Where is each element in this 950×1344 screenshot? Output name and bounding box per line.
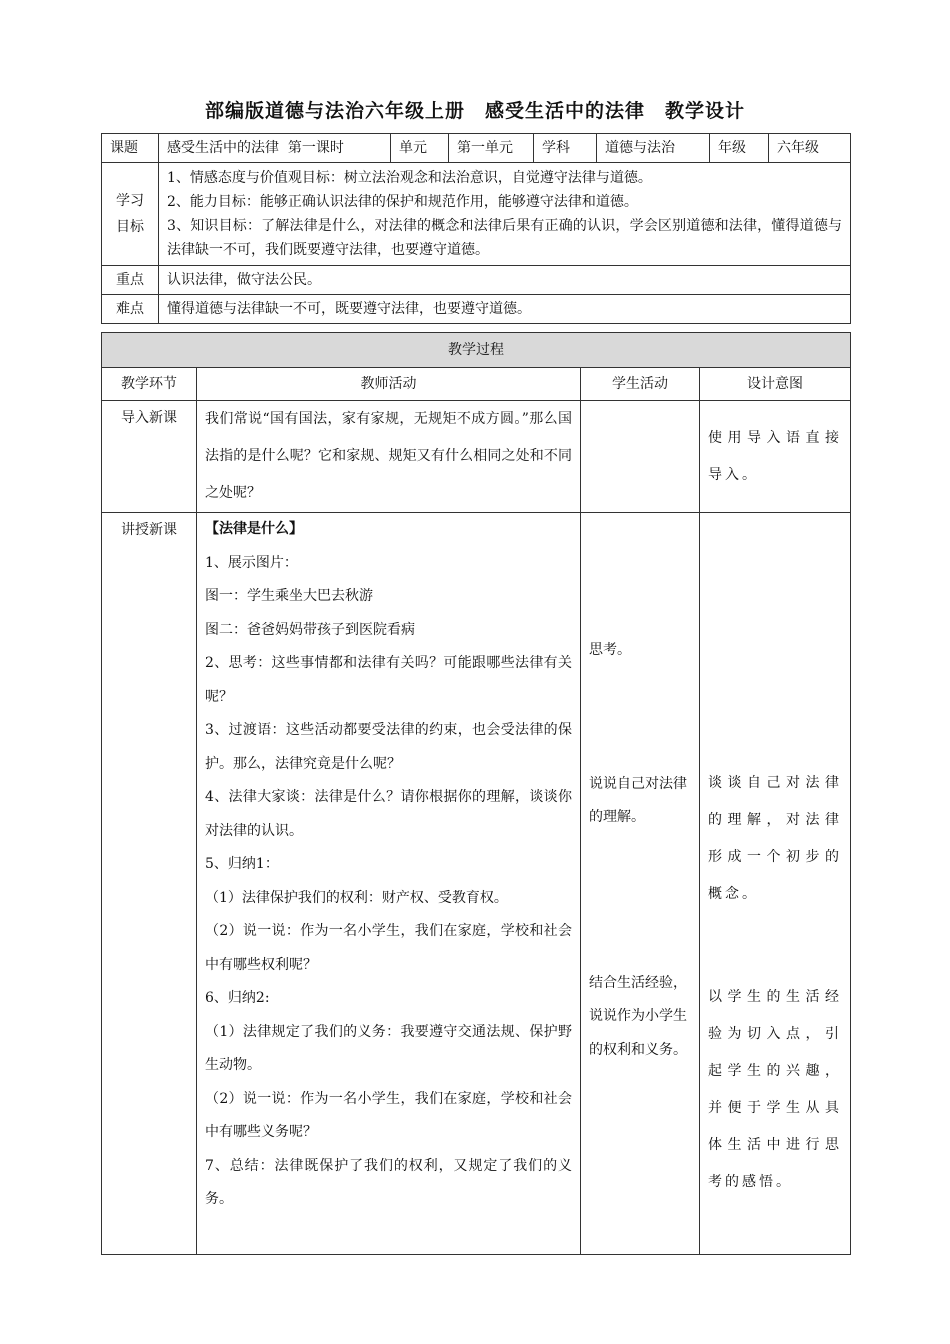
teaching-process-table [101,332,851,1255]
process-banner: 教学过程 [102,333,851,368]
header-teacher: 教师活动 [197,368,581,401]
header-student: 学生活动 [581,368,700,401]
teacher-line: 图一：学生乘坐大巴去秋游 [205,588,373,604]
intent-item: 以学生的生活经验为切入点，引起学生的兴趣，并便于学生从具体生活中进行思考的感悟。 [708,989,842,1190]
topic-label: 课题 [102,134,159,163]
teacher-line: （1）法律规定了我们的义务：我要遵守交通法规、保护野生动物。 [205,1023,572,1073]
key-value: 认识法律，做守法公民。 [159,266,851,295]
info-row-key [102,266,851,295]
intro-row [102,401,851,513]
key-label: 重点 [102,266,159,295]
student-item: 结合生活经验，说说作为小学生的权利和义务。 [589,974,687,1058]
student-item: 思考。 [589,642,631,658]
teacher-line: 5、归纳1： [205,856,279,872]
goal-item: 1、情感态度与价值观目标：树立法治观念和法治意识，自觉遵守法律与道德。 [167,170,652,186]
teacher-line: 7、总结：法律既保护了我们的权利，又规定了我们的义务。 [205,1157,572,1207]
unit-label: 单元 [391,134,449,163]
teacher-line: （1）法律保护我们的权利：财产权、受教育权。 [205,889,508,906]
difficulty-value: 懂得道德与法律缺一不可，既要遵守法律，也要遵守道德。 [159,295,851,324]
intro-intent: 使用导入语直接导入。 [700,401,851,513]
lesson-intent [700,513,851,1255]
teacher-line: （2）说一说：作为一名小学生，我们在家庭，学校和社会中有哪些权利呢？ [205,923,572,973]
intro-stage: 导入新课 [102,401,197,513]
intent-item: 谈谈自己对法律的理解，对法律形成一个初步的概念。 [708,775,842,902]
goal-item: 3、知识目标：了解法律是什么，对法律的概念和法律后果有正确的认识，学会区别道德和法律，懂得道德与法律缺一不可，我们既要遵守法律，也要遵守道德。 [167,218,842,258]
goal-item: 2、能力目标：能够正确认识法律的保护和规范作用，能够遵守法律和道德。 [167,194,638,210]
lesson-student [581,513,700,1255]
header-intent: 设计意图 [700,368,851,401]
lesson-heading: 【法律是什么】 [205,521,303,537]
unit-value: 第一单元 [449,134,534,163]
grade-value: 六年级 [769,134,851,163]
header-stage: 教学环节 [102,368,197,401]
teacher-line: 3、过渡语：这些活动都要受法律的约束，也会受法律的保护。那么，法律究竟是什么呢？ [205,722,572,772]
topic-value: 感受生活中的法律 第一课时 [159,134,391,163]
grade-label: 年级 [710,134,769,163]
teacher-line: 图二：爸爸妈妈带孩子到医院看病 [205,621,415,638]
intro-teacher: 我们常说“国有国法，家有家规，无规矩不成方圆。”那么国法指的是什么呢？它和家规、规矩又有什么相同之处和不同之处呢？ [197,401,581,513]
teacher-line: 1、展示图片： [205,554,298,571]
goals-cell [159,163,851,266]
difficulty-label: 难点 [102,295,159,324]
teacher-line: 6、归纳2: [205,990,270,1006]
subject-label: 学科 [534,134,597,163]
subject-value: 道德与法治 [597,134,710,163]
lesson-teacher [197,513,581,1255]
lesson-row [102,513,851,1255]
teacher-line: 4、法律大家谈：法律是什么？请你根据你的理解，谈谈你对法律的认识。 [205,789,572,839]
teacher-line: 2、思考：这些事情都和法律有关吗？可能跟哪些法律有关呢？ [205,655,572,705]
teacher-line: （2）说一说：作为一名小学生，我们在家庭，学校和社会中有哪些义务呢？ [205,1090,572,1140]
info-row-goals [102,163,851,266]
goals-label: 学习目标 [102,163,159,266]
lesson-stage: 讲授新课 [102,513,197,1255]
info-row-basic [102,134,851,163]
process-banner-row [102,333,851,368]
student-item: 说说自己对法律的理解。 [589,775,687,825]
process-header-row [102,368,851,401]
page-title: 部编版道德与法治六年级上册 感受生活中的法律 教学设计 [204,100,745,122]
intro-student [581,401,700,513]
lesson-info-table [101,133,851,324]
info-row-difficulty [102,295,851,324]
